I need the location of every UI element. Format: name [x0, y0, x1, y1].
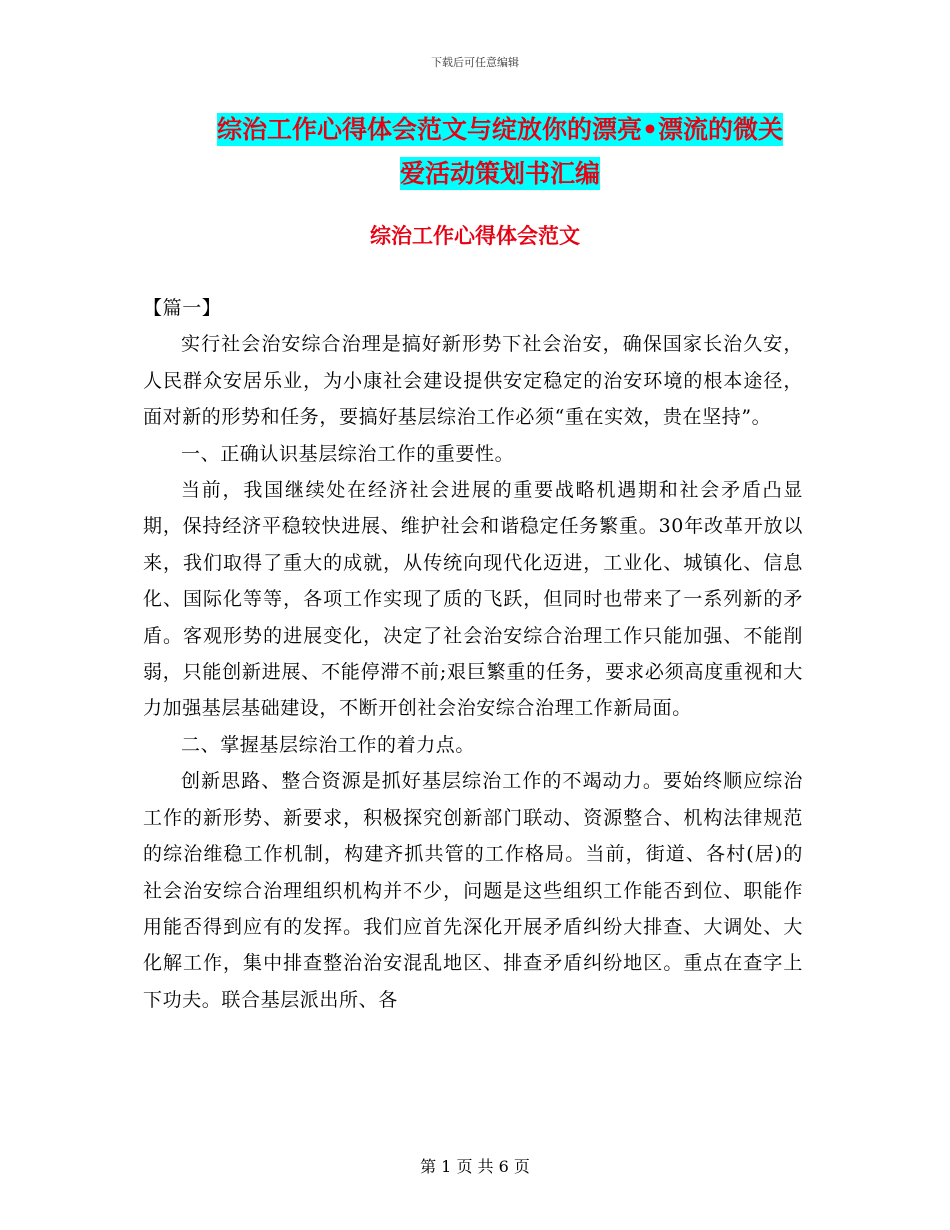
page-footer: 第 1 页 共 6 页 [420, 1157, 530, 1176]
paragraph: 一、正确认识基层综治工作的重要性。 [181, 442, 515, 465]
document-title-line-2: 爱活动策划书汇编 [399, 159, 600, 188]
document-title [150, 108, 850, 196]
paragraph: 实行社会治安综合治理是搞好新形势下社会治安，确保国家长治久安，人民群众安居乐业，为小康社会建设提供安定稳定的治安环境的根本途径，面对新的形势和任务，要搞好基层综治工作必须“重在实效，贵在坚持”。 [143, 333, 803, 429]
section-title: 综治工作心得体会范文 [370, 224, 580, 248]
paragraph: 二、掌握基层综治工作的着力点。 [181, 733, 476, 756]
header-note: 下载后可任意编辑 [431, 56, 519, 69]
paragraph: 创新思路、整合资源是抓好基层综治工作的不竭动力。要始终顺应综治工作的新形势、新要求，积极探究创新部门联动、资源整合、机构法律规范的综治维稳工作机制，构建齐抓共管的工作格局。当前，街道、各村(居)的社会治安综合治理组织机构并不少，问题是这些组织工作能否到位、职能作用能否得到应有的发挥。我们应首先深化开展矛盾纠纷大排查、大调处、大化解工作，集中排查整治治安混乱地区、排查矛盾纠纷地区。重点在查字上下功夫。联合基层派出所、各 [143, 770, 803, 1011]
part-label: 【篇一】 [143, 297, 222, 319]
document-body [143, 290, 803, 1018]
paragraph: 当前，我国继续处在经济社会进展的重要战略机遇期和社会矛盾凸显期，保持经济平稳较快进展、维护社会和谐稳定任务繁重。30年改革开放以来，我们取得了重大的成就，从传统向现代化迈进，工业化、城镇化、信息化、国际化等等，各项工作实现了质的飞跃，但同时也带来了一系列新的矛盾。客观形势的进展变化，决定了社会治安综合治理工作只能加强、不能削弱，只能创新进展、不能停滞不前;艰巨繁重的任务，要求必须高度重视和大力加强基层基础建设，不断开创社会治安综合治理工作新局面。 [143, 479, 803, 720]
document-title-line-1: 综治工作心得体会范文与绽放你的漂亮•漂流的微关 [217, 115, 783, 144]
